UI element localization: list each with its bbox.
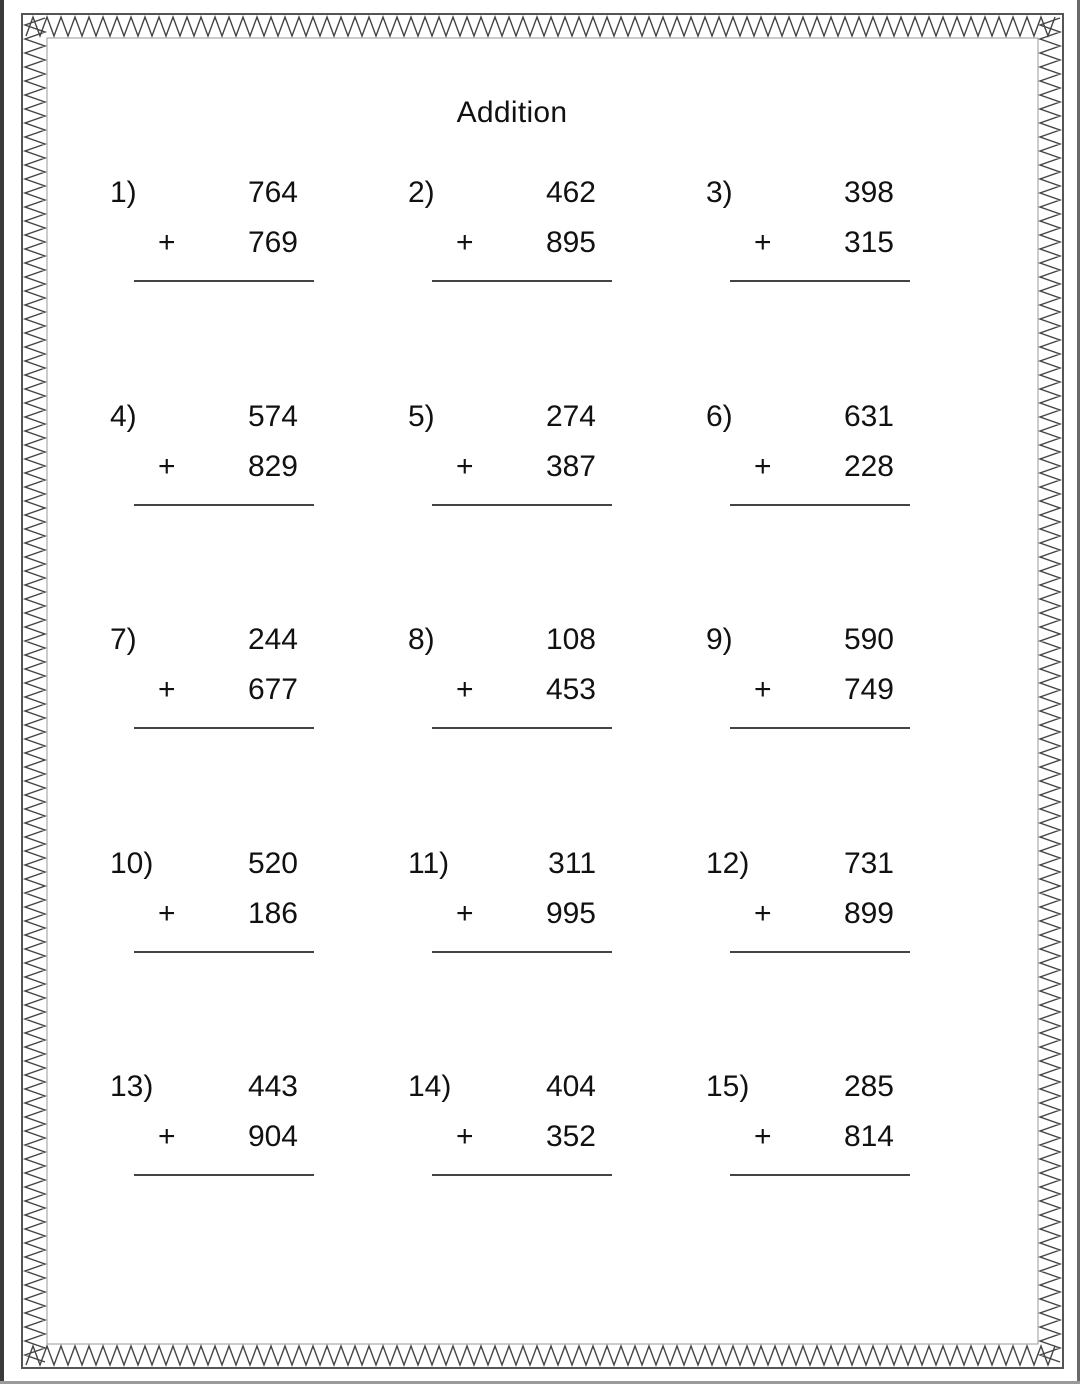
problem-number: 15) (706, 1070, 750, 1103)
bottom-addend: 352 (545, 1120, 596, 1153)
problem-number: 3) (706, 176, 733, 209)
bottom-addend: 899 (843, 897, 894, 930)
plus-sign: + (158, 450, 176, 483)
answer-line (134, 1174, 314, 1176)
problem-number: 7) (110, 623, 137, 656)
problem-11 (408, 847, 638, 977)
top-addend: 631 (843, 400, 894, 433)
problem-number: 11) (408, 847, 450, 880)
bottom-addend: 829 (247, 450, 298, 483)
problem-number: 12) (706, 847, 750, 880)
answer-line (432, 1174, 612, 1176)
problem-number: 2) (408, 176, 435, 209)
problem-6 (706, 400, 936, 530)
bottom-addend: 814 (843, 1120, 894, 1153)
top-addend: 244 (247, 623, 298, 656)
top-addend: 398 (843, 176, 894, 209)
problem-15 (706, 1070, 936, 1200)
problem-10 (110, 847, 340, 977)
bottom-addend: 186 (247, 897, 298, 930)
plus-sign: + (158, 897, 176, 930)
answer-line (730, 280, 910, 282)
top-addend: 574 (247, 400, 298, 433)
plus-sign: + (456, 226, 474, 259)
problem-13 (110, 1070, 340, 1200)
plus-sign: + (456, 450, 474, 483)
plus-sign: + (158, 1120, 176, 1153)
plus-sign: + (754, 450, 772, 483)
top-addend: 731 (843, 847, 894, 880)
answer-line (134, 280, 314, 282)
answer-line (134, 504, 314, 506)
problem-number: 9) (706, 623, 733, 656)
problem-2 (408, 176, 638, 306)
top-addend: 404 (545, 1070, 596, 1103)
bottom-addend: 995 (545, 897, 596, 930)
problem-number: 1) (110, 176, 137, 209)
plus-sign: + (456, 673, 474, 706)
plus-sign: + (158, 226, 176, 259)
answer-line (730, 951, 910, 953)
plus-sign: + (754, 226, 772, 259)
problem-number: 5) (408, 400, 435, 433)
top-addend: 108 (545, 623, 596, 656)
plus-sign: + (456, 1120, 474, 1153)
answer-line (432, 727, 612, 729)
problem-7 (110, 623, 340, 753)
problem-5 (408, 400, 638, 530)
bottom-addend: 387 (545, 450, 596, 483)
answer-line (730, 504, 910, 506)
top-addend: 311 (548, 847, 596, 880)
problem-number: 14) (408, 1070, 452, 1103)
problem-3 (706, 176, 936, 306)
top-addend: 462 (545, 176, 596, 209)
top-addend: 274 (545, 400, 596, 433)
bottom-addend: 749 (843, 673, 894, 706)
bottom-addend: 904 (247, 1120, 298, 1153)
answer-line (730, 727, 910, 729)
bottom-addend: 315 (843, 226, 894, 259)
bottom-addend: 677 (247, 673, 298, 706)
answer-line (730, 1174, 910, 1176)
plus-sign: + (158, 673, 176, 706)
problem-14 (408, 1070, 638, 1200)
answer-line (432, 280, 612, 282)
answer-line (432, 504, 612, 506)
answer-line (134, 951, 314, 953)
problem-9 (706, 623, 936, 753)
problem-8 (408, 623, 638, 753)
problem-number: 4) (110, 400, 137, 433)
plus-sign: + (456, 897, 474, 930)
problem-number: 13) (110, 1070, 154, 1103)
bottom-addend: 895 (545, 226, 596, 259)
top-addend: 590 (843, 623, 894, 656)
answer-line (134, 727, 314, 729)
worksheet-title: Addition (456, 96, 568, 129)
bottom-addend: 769 (247, 226, 298, 259)
bottom-addend: 453 (545, 673, 596, 706)
problem-number: 8) (408, 623, 435, 656)
plus-sign: + (754, 897, 772, 930)
problem-4 (110, 400, 340, 530)
answer-line (432, 951, 612, 953)
top-addend: 520 (247, 847, 298, 880)
plus-sign: + (754, 1120, 772, 1153)
top-addend: 764 (247, 176, 298, 209)
top-addend: 285 (843, 1070, 894, 1103)
bottom-addend: 228 (843, 450, 894, 483)
problem-12 (706, 847, 936, 977)
problem-number: 6) (706, 400, 733, 433)
problem-number: 10) (110, 847, 154, 880)
plus-sign: + (754, 673, 772, 706)
problem-1 (110, 176, 340, 306)
top-addend: 443 (247, 1070, 298, 1103)
